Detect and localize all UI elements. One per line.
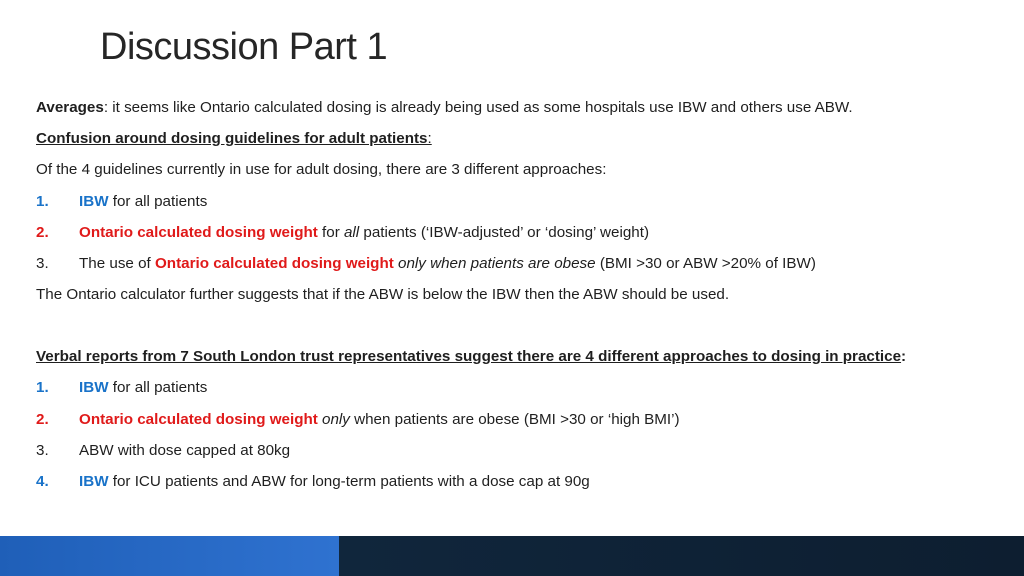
practice-item-2 — [36, 410, 986, 430]
footer-bar — [0, 536, 1024, 576]
guideline-item-3 — [36, 254, 986, 274]
averages-text: : it seems like Ontario calculated dosing is already being used as some hospitals use IBW and others use ABW. — [103, 99, 853, 116]
practice-item-2-number: 2. — [36, 410, 49, 428]
practice-item-4-number: 4. — [36, 472, 49, 490]
guideline-item-2-mid: for — [317, 223, 344, 241]
verbal-heading: Verbal reports from 7 South London trust representatives suggest there are 4 different approaches to dosing in practice — [36, 348, 902, 366]
footer-bar-dark — [339, 536, 1024, 576]
guidelines-intro: Of the 4 guidelines currently in use for adult dosing, there are 3 different approaches: — [36, 161, 607, 179]
practice-item-1-number: 1. — [36, 379, 49, 397]
guideline-item-2 — [36, 223, 986, 243]
guideline-item-3-number: 3. — [36, 254, 49, 272]
confusion-heading-line — [36, 129, 986, 149]
practice-item-2-rest: when patients are obese (BMI >30 or ‘high BMI’) — [349, 410, 680, 428]
guideline-item-1-rest: for all patients — [108, 192, 208, 210]
guideline-item-1-number: 1. — [36, 192, 49, 210]
verbal-colon: : — [901, 348, 907, 366]
guideline-item-2-italic: all — [343, 223, 360, 241]
guideline-item-2-rest: patients (‘IBW-adjusted’ or ‘dosing’ weight) — [359, 223, 650, 241]
practice-item-2-italic: only — [317, 410, 350, 428]
guideline-item-1-key: IBW — [79, 192, 109, 210]
ontario-note: The Ontario calculator further suggests that if the ABW is below the IBW then the ABW should be used. — [36, 286, 730, 304]
guideline-item-2-number: 2. — [36, 223, 49, 241]
footer-bar-accent — [0, 536, 339, 576]
practice-item-3-number: 3. — [36, 441, 49, 459]
averages-label: Averages — [36, 99, 104, 116]
guideline-item-3-pre: The use of — [79, 254, 155, 272]
verbal-heading-line — [36, 347, 986, 367]
confusion-heading: Confusion around dosing guidelines for adult patients — [36, 130, 428, 148]
confusion-colon: : — [427, 130, 432, 148]
slide-title: Discussion Part 1 — [100, 26, 388, 68]
practice-item-4-rest: for ICU patients and ABW for long-term patients with a dose cap at 90g — [108, 472, 590, 490]
practice-item-4 — [36, 472, 986, 492]
guideline-item-3-rest: (BMI >30 or ABW >20% of IBW) — [595, 254, 816, 272]
practice-item-1 — [36, 378, 986, 398]
guideline-item-3-key: Ontario calculated dosing weight — [154, 254, 394, 272]
practice-item-2-key: Ontario calculated dosing weight — [79, 410, 318, 428]
practice-item-3-text: ABW with dose capped at 80kg — [79, 441, 291, 459]
practice-item-3 — [36, 441, 986, 461]
practice-item-1-rest: for all patients — [108, 379, 208, 397]
guideline-item-3-italic: only when patients are obese — [393, 254, 596, 272]
practice-item-4-key: IBW — [79, 472, 109, 490]
practice-item-1-key: IBW — [79, 379, 109, 397]
averages-paragraph — [36, 98, 986, 118]
guideline-item-1 — [36, 192, 986, 212]
slide-body — [36, 98, 986, 492]
guideline-item-2-key: Ontario calculated dosing weight — [79, 223, 318, 241]
